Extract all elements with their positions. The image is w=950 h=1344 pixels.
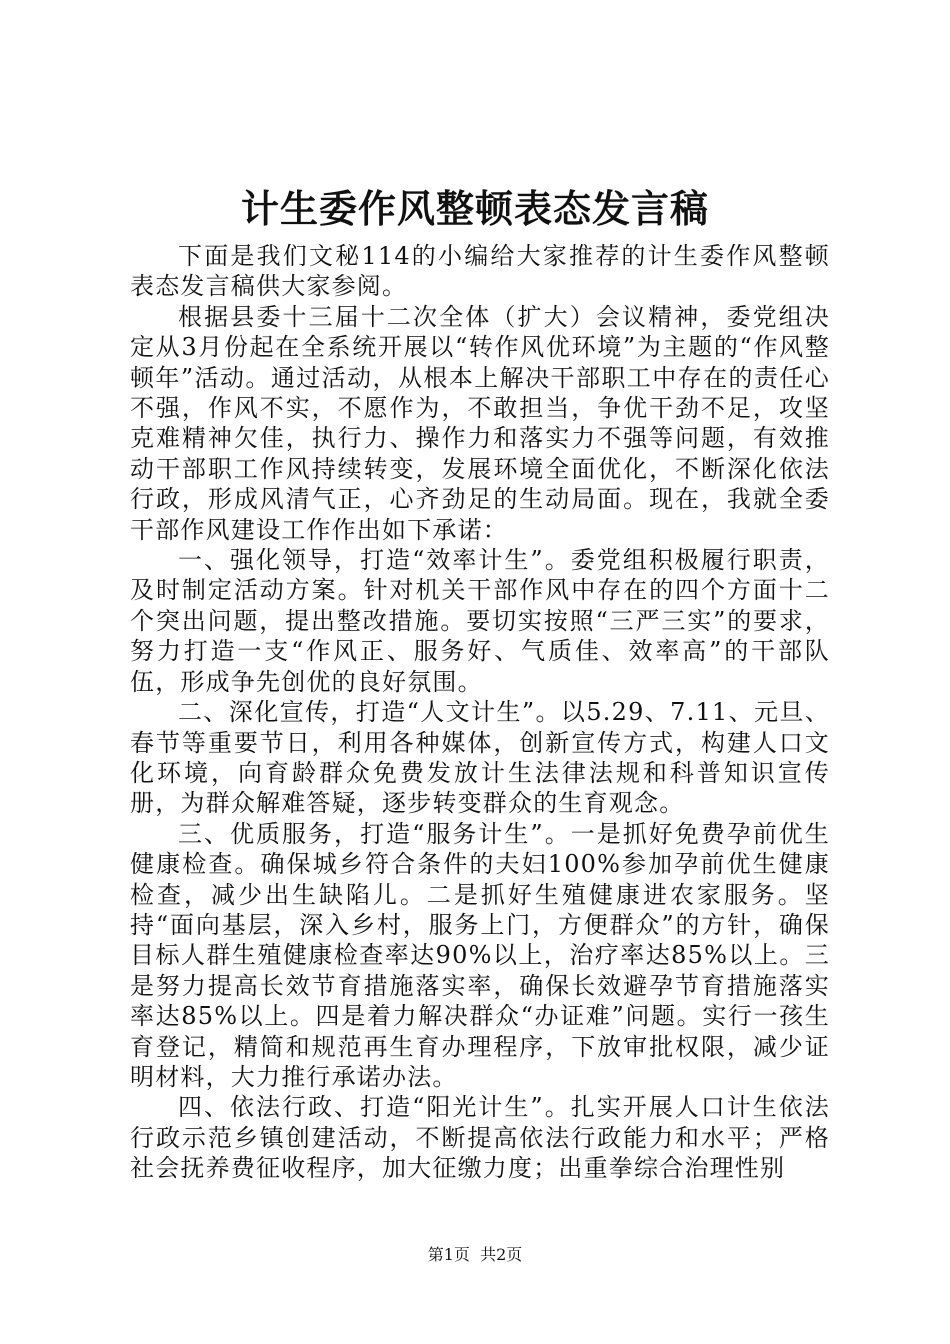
paragraph-background: 根据县委十三届十二次全体（扩大）会议精神，委党组决定从3月份起在全系统开展以“转作风优环境”为主题的“作风整顿年”活动。通过活动，从根本上解决干部职工中存在的责任心不强，作风不实，不愿作为，不敢担当，争优干劲不足，攻坚克难精神欠佳，执行力、操作力和落实力不强等问题，有效推动干部职工作风持续转变，发展环境全面优化，不断深化依法行政，形成风清气正，心齐劲足的生动局面。现在，我就全委干部作风建设工作作出如下承诺：: [130, 302, 830, 544]
paragraph-commitment-2: 二、深化宣传，打造“人文计生”。以5.29、7.11、元旦、春节等重要节日，利用各种媒体，创新宣传方式，构建人口文化环境，向育龄群众免费发放计生法律法规和科普知识宣传册，为群众解难答疑，逐步转变群众的生育观念。: [130, 698, 830, 818]
paragraph-intro: 下面是我们文秘114的小编给大家推荐的计生委作风整顿表态发言稿供大家参阅。: [130, 242, 830, 301]
document-body: [130, 241, 830, 1184]
document-title: 计生委作风整顿表态发言稿: [240, 186, 709, 231]
paragraph-commitment-3: 三、优质服务，打造“服务计生”。一是抓好免费孕前优生健康检查。确保城乡符合条件的夫妇100%参加孕前优生健康检查，减少出生缺陷儿。二是抓好生殖健康进农家服务。坚持“面向基层，深入乡村，服务上门，方便群众”的方针，确保目标人群生殖健康检查率达90%以上，治疗率达85%以上。三是努力提高长效节育措施落实率，确保长效避孕节育措施落实率达85%以上。四是着力解决群众“办证难”问题。实行一孩生育登记，精简和规范再生育办理程序，下放审批权限，减少证明材料，大力推行承诺办法。: [130, 819, 830, 1091]
paragraph-commitment-1: 一、强化领导，打造“效率计生”。委党组积极履行职责，及时制定活动方案。针对机关干部作风中存在的四个方面十二个突出问题，提出整改措施。要切实按照“三严三实”的要求，努力打造一支“作风正、服务好、气质佳、效率高”的干部队伍，形成争先创优的良好氛围。: [130, 546, 830, 696]
page-footer: 第1页 共2页: [427, 1245, 523, 1264]
paragraph-commitment-4: 四、依法行政、打造“阳光计生”。扎实开展人口计生依法行政示范乡镇创建活动，不断提高依法行政能力和水平；严格社会抚养费征收程序，加大征缴力度；出重拳综合治理性别: [130, 1093, 830, 1183]
